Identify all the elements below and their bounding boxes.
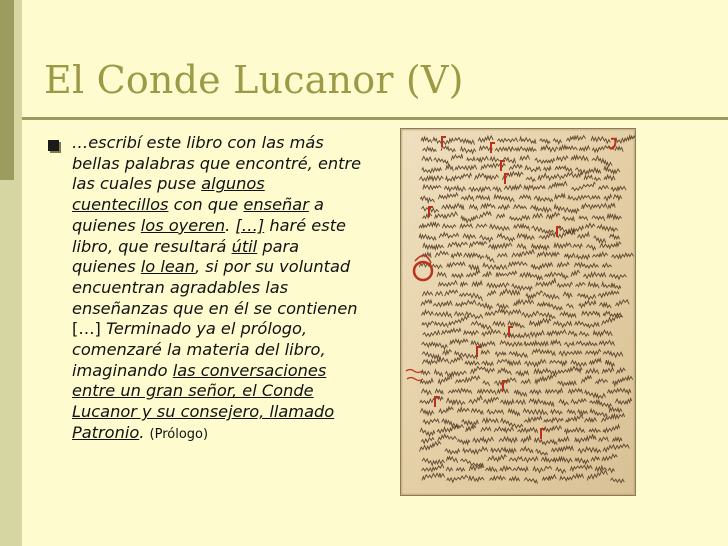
quote-text: …escribí este libro con las más bellas palabras que encontré, entre las cuales puse (72, 133, 362, 194)
quote-source: (Prólogo) (149, 426, 209, 442)
quote-text: . (139, 422, 150, 442)
bullet-square-icon (48, 140, 59, 151)
quote-paragraph (72, 133, 362, 446)
parchment-background (401, 129, 635, 495)
quote-ellipsis: […] (72, 319, 101, 339)
quote-text: , si por su voluntad encuentran agradables las enseñanzas que en él se contienen (72, 257, 358, 318)
quote-underlined-text: […] (235, 215, 265, 235)
quote-text: para quienes (72, 236, 300, 277)
title-divider (22, 117, 728, 120)
quote-underlined-text: útil (231, 236, 258, 256)
manuscript-image (400, 128, 636, 496)
slide-title: El Conde Lucanor (V) (44, 58, 464, 102)
quote-text: con que (168, 195, 244, 215)
quote-underlined-text: las conversaciones entre un gran señor, el Conde Lucanor y su consejero, llamado Patronio (72, 360, 335, 442)
quote-text: haré este libro, que resultará (72, 215, 347, 256)
quote-underlined-text: los oyeren (140, 215, 226, 235)
manuscript-page (401, 129, 635, 495)
quote-underlined-text: algunos cuentecillos (72, 174, 265, 215)
side-decoration-accent (0, 0, 14, 180)
quote-text: . (225, 215, 236, 235)
quote-underlined-text: lo lean (140, 257, 195, 277)
quote-underlined-text: enseñar (243, 195, 309, 215)
quote-text: a quienes (72, 195, 324, 235)
quote-text: Terminado ya el prólogo, comenzaré la materia del libro, imaginando (72, 319, 326, 380)
